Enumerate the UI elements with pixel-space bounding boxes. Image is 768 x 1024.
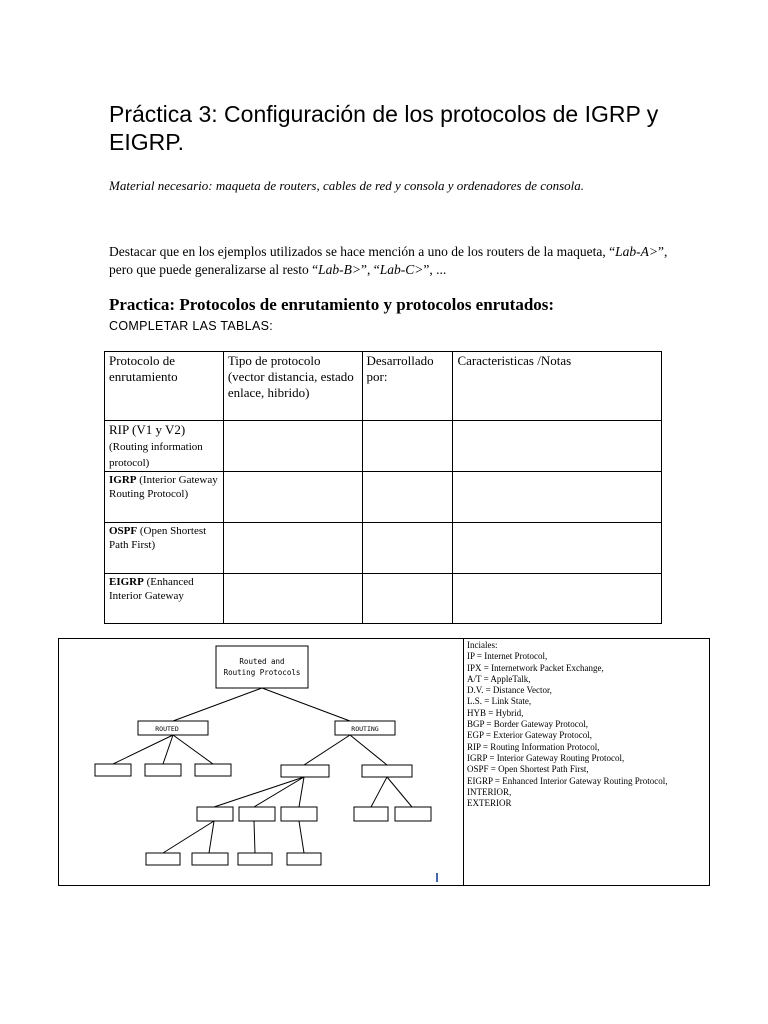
tree-edge — [173, 735, 213, 764]
legend-item: A/T = AppleTalk, — [467, 673, 531, 684]
row-eigrp-desc: (Enhanced Interior Gateway — [109, 576, 194, 602]
row-igrp-name: IGRP — [109, 474, 137, 486]
row-igrp-notas-cell[interactable] — [453, 472, 662, 523]
tree-edge — [299, 777, 304, 807]
tree-edge — [254, 821, 255, 853]
legend-item: IPX = Internetwork Packet Exchange, — [467, 662, 604, 673]
legend-item: HYB = Hybrid, — [467, 707, 524, 718]
protocols-table — [104, 351, 662, 624]
row-rip-notas-cell[interactable] — [453, 421, 662, 472]
table-row — [105, 421, 662, 472]
legend-item: INTERIOR, — [467, 786, 512, 797]
tree-node — [195, 764, 231, 776]
table-row — [105, 472, 662, 523]
tree-edge — [371, 777, 387, 807]
tree-edge — [254, 777, 304, 807]
row-eigrp-desarrollado-cell[interactable] — [362, 574, 453, 624]
tree-node — [287, 853, 321, 865]
row-ospf-tipo-cell[interactable] — [223, 523, 362, 574]
tree-node — [146, 853, 180, 865]
row-igrp-desc: (Interior Gateway Routing Protocol) — [109, 474, 218, 500]
tree-node — [395, 807, 431, 821]
table-row — [105, 574, 662, 624]
tree-node — [95, 764, 131, 776]
intro-paragraph — [109, 243, 669, 279]
text-cursor — [436, 873, 438, 882]
legend-item: IP = Internet Protocol, — [467, 651, 548, 662]
lab-a-label: Lab-A> — [615, 244, 658, 259]
row-ospf-notas-cell[interactable] — [453, 523, 662, 574]
lab-b-label: Lab-B> — [318, 262, 362, 277]
tree-edge — [173, 688, 262, 721]
tree-node — [192, 853, 228, 865]
tree-edge — [304, 735, 350, 765]
row-rip-desc: (Routing information protocol) — [109, 441, 203, 469]
intro-text-4: ”, ... — [423, 262, 447, 277]
protocol-tree-diagram — [59, 639, 463, 883]
header-tipo: Tipo de protocolo (vector distancia, estado enlace, hibrido) — [223, 352, 362, 421]
row-ospf-desc: (Open Shortest Path First) — [109, 525, 207, 551]
header-desarrollado: Desarrollado por: — [362, 352, 453, 421]
legend-item: RIP = Routing Information Protocol, — [467, 741, 600, 752]
legend-item: EGP = Exterior Gateway Protocol, — [467, 730, 592, 741]
tree-node — [281, 807, 317, 821]
legend-item: D.V. = Distance Vector, — [467, 685, 552, 696]
tree-node — [354, 807, 388, 821]
legend-item: OSPF = Open Shortest Path First, — [467, 764, 589, 775]
intro-text-3: ”, “ — [361, 262, 380, 277]
table-row — [105, 523, 662, 574]
legend-item: EXTERIOR — [467, 798, 512, 809]
legend-list — [467, 640, 707, 809]
tree-node — [238, 853, 272, 865]
legend-item: IGRP = Interior Gateway Routing Protocol, — [467, 752, 625, 763]
root-label-line2: Routing Protocols — [223, 668, 301, 677]
row-eigrp-name: EIGRP — [109, 576, 144, 588]
row-igrp-tipo-cell[interactable] — [223, 472, 362, 523]
table-header-row — [105, 352, 662, 421]
tree-node — [281, 765, 329, 777]
tree-node — [362, 765, 412, 777]
tree-node — [239, 807, 275, 821]
tree-node — [197, 807, 233, 821]
row-eigrp-tipo-cell[interactable] — [223, 574, 362, 624]
row-igrp-desarrollado-cell[interactable] — [362, 472, 453, 523]
section-heading: Practica: Protocolos de enrutamiento y protocolos enrutados: — [109, 295, 555, 314]
header-caracteristicas: Caracteristicas /Notas — [453, 352, 662, 421]
row-rip-name: RIP (V1 y V2) — [109, 422, 186, 437]
diagram-divider — [463, 638, 464, 885]
tree-edge — [350, 735, 387, 765]
row-rip-tipo-cell[interactable] — [223, 421, 362, 472]
legend-item: L.S. = Link State, — [467, 696, 532, 707]
routing-label: ROUTING — [351, 725, 379, 733]
tree-edge — [214, 777, 304, 807]
root-node — [216, 646, 308, 688]
lab-c-label: Lab-C> — [379, 262, 424, 277]
instruction-text: COMPLETAR LAS TABLAS: — [109, 319, 273, 333]
tree-node — [145, 764, 181, 776]
material-note: Material necesario: maqueta de routers, cables de red y consola y ordenadores de consola. — [109, 178, 585, 193]
tree-edge — [299, 821, 304, 853]
header-protocolo: Protocolo de enrutamiento — [105, 352, 224, 421]
legend-item: Inciales: — [467, 640, 498, 650]
row-eigrp-notas-cell[interactable] — [453, 574, 662, 624]
root-label-line1: Routed and — [239, 657, 285, 666]
routed-label: ROUTED — [155, 725, 179, 733]
legend-item: BGP = Border Gateway Protocol, — [467, 719, 588, 730]
legend-item: EIGRP = Enhanced Interior Gateway Routing Protocol, — [467, 775, 668, 786]
row-ospf-name: OSPF — [109, 525, 138, 537]
intro-text-2: ”, pero que puede generalizarse al resto “ — [109, 244, 668, 277]
tree-edge — [387, 777, 412, 807]
tree-edge — [262, 688, 350, 721]
intro-text-1: Destacar que en los ejemplos utilizados se hace mención a uno de los routers de la maqueta, “ — [109, 244, 616, 259]
row-rip-desarrollado-cell[interactable] — [362, 421, 453, 472]
page-title: Práctica 3: Configuración de los protocolos de IGRP y EIGRP. — [109, 101, 659, 155]
tree-edge — [209, 821, 214, 853]
tree-edge — [163, 821, 214, 853]
row-ospf-desarrollado-cell[interactable] — [362, 523, 453, 574]
